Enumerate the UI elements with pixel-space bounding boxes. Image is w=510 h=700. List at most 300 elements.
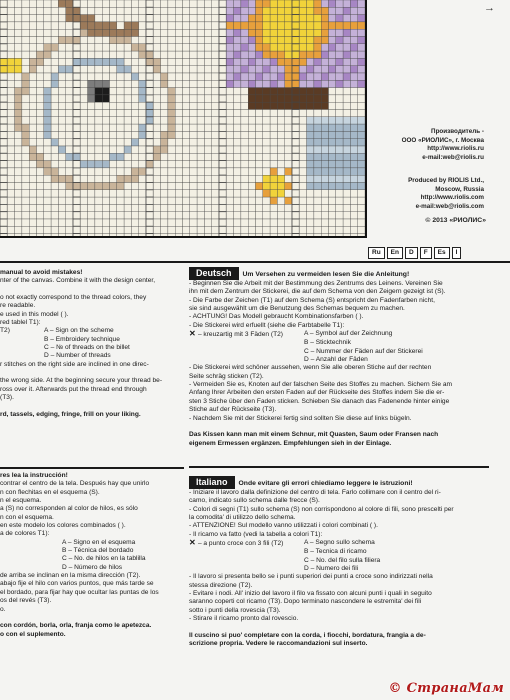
stitch-cell [358, 51, 365, 58]
stitch-cell [0, 66, 7, 73]
stitch-cell [51, 197, 58, 204]
stitch-cell [190, 153, 197, 160]
stitch-cell [263, 0, 270, 7]
stitch-cell [226, 66, 233, 73]
stitch-cell [248, 15, 255, 22]
stitch-cell [299, 110, 306, 117]
stitch-cell [270, 37, 277, 44]
stitch-cell [204, 124, 211, 131]
stitch-cell [292, 29, 299, 36]
stitch-cell [7, 15, 14, 22]
stitch-cell [292, 22, 299, 29]
stitch-cell [161, 219, 168, 226]
stitch-cell [350, 95, 357, 102]
stitch-cell [299, 219, 306, 226]
stitch-cell [29, 44, 36, 51]
stitch-cell [131, 183, 138, 190]
stitch-cell [22, 153, 29, 160]
stitch-cell [343, 168, 350, 175]
stitch-cell [29, 117, 36, 124]
stitch-cell [102, 117, 109, 124]
stitch-cell [256, 73, 263, 80]
stitch-cell [44, 212, 51, 219]
stitch-cell [226, 124, 233, 131]
stitch-cell [153, 212, 160, 219]
stitch-cell [197, 190, 204, 197]
text-line: re readable. [0, 302, 36, 310]
stitch-cell [168, 29, 175, 36]
stitch-cell [314, 58, 321, 65]
legend-key [189, 539, 304, 548]
stitch-cell [58, 73, 65, 80]
stitch-cell [204, 37, 211, 44]
stitch-cell [15, 66, 22, 73]
stitch-cell [95, 44, 102, 51]
stitch-cell [37, 168, 44, 175]
stitch-cell [190, 146, 197, 153]
stitch-cell [270, 110, 277, 117]
stitch-cell [270, 183, 277, 190]
stitch-cell [270, 0, 277, 7]
stitch-cell [285, 95, 292, 102]
stitch-cell [110, 226, 117, 233]
stitch-cell [226, 80, 233, 87]
stitch-cell [22, 29, 29, 36]
stitch-cell [197, 124, 204, 131]
stitch-cell [58, 44, 65, 51]
stitch-cell [29, 15, 36, 22]
stitch-cell [197, 131, 204, 138]
stitch-cell [270, 51, 277, 58]
stitch-cell [299, 29, 306, 36]
stitch-cell [197, 161, 204, 168]
stitch-cell [51, 190, 58, 197]
stitch-cell [44, 226, 51, 233]
language-tab: En [387, 247, 403, 259]
stitch-cell [183, 58, 190, 65]
stitch-cell [307, 131, 314, 138]
stitch-cell [110, 175, 117, 182]
stitch-cell [0, 139, 7, 146]
stitch-cell [350, 131, 357, 138]
stitch-cell [358, 7, 365, 14]
stitch-cell [7, 51, 14, 58]
stitch-cell [241, 226, 248, 233]
stitch-cell [73, 131, 80, 138]
stitch-cell [358, 0, 365, 7]
stitch-cell [241, 161, 248, 168]
stitch-cell [263, 44, 270, 51]
stitch-cell [29, 219, 36, 226]
stitch-cell [292, 153, 299, 160]
stitch-cell [212, 29, 219, 36]
stitch-cell [168, 66, 175, 73]
stitch-cell [58, 219, 65, 226]
stitch-cell [0, 117, 7, 124]
stitch-cell [263, 88, 270, 95]
stitch-cell [307, 226, 314, 233]
stitch-cell [314, 44, 321, 51]
stitch-cell [102, 110, 109, 117]
stitch-cell [197, 51, 204, 58]
stitch-cell [168, 190, 175, 197]
stitch-cell [350, 219, 357, 226]
page-corner-arrow: → [484, 2, 495, 14]
stitch-cell [343, 95, 350, 102]
stitch-cell [190, 22, 197, 29]
stitch-cell [329, 29, 336, 36]
stitch-cell [329, 51, 336, 58]
text-line: the wrong side. At the beginning secure your thread be- [0, 377, 163, 385]
stitch-cell [307, 73, 314, 80]
stitch-cell [7, 190, 14, 197]
stitch-cell [336, 197, 343, 204]
stitch-cell [183, 22, 190, 29]
legend-technique: – kreuzartig mit 3 Fäden (T2) [197, 331, 283, 339]
stitch-cell [73, 37, 80, 44]
stitch-cell [44, 168, 51, 175]
stitch-cell [248, 37, 255, 44]
stitch-cell [44, 29, 51, 36]
stitch-cell [343, 197, 350, 204]
stitch-cell [15, 110, 22, 117]
stitch-cell [350, 168, 357, 175]
german-subheader: Um Versehen zu vermeiden lesen Sie die Anleitung! [242, 271, 410, 278]
stitch-cell [95, 7, 102, 14]
stitch-cell [110, 110, 117, 117]
stitch-cell [183, 66, 190, 73]
stitch-cell [219, 153, 226, 160]
stitch-cell [37, 37, 44, 44]
stitch-cell [15, 161, 22, 168]
stitch-cell [350, 80, 357, 87]
italian-header: Italiano [189, 476, 235, 489]
stitch-cell [336, 22, 343, 29]
stitch-cell [153, 44, 160, 51]
stitch-cell [95, 175, 102, 182]
stitch-cell [204, 80, 211, 87]
stitch-cell [183, 29, 190, 36]
stitch-cell [175, 124, 182, 131]
stitch-cell [350, 197, 357, 204]
stitch-cell [131, 161, 138, 168]
stitch-cell [314, 80, 321, 87]
stitch-cell [336, 117, 343, 124]
stitch-cell [197, 204, 204, 211]
stitch-cell [15, 0, 22, 7]
stitch-cell [88, 168, 95, 175]
stitch-cell [15, 124, 22, 131]
stitch-cell [7, 7, 14, 14]
stitch-cell [73, 146, 80, 153]
stitch-cell [117, 190, 124, 197]
text-line: sten 3 Stiche über den Faden sticken. Schieben Sie danach das Fadenende hinter einige [189, 397, 450, 405]
stitch-cell [7, 102, 14, 109]
stitch-cell [37, 80, 44, 87]
stitch-cell [219, 226, 226, 233]
stitch-cell [22, 117, 29, 124]
stitch-cell [51, 204, 58, 211]
stitch-cell [66, 110, 73, 117]
stitch-cell [183, 124, 190, 131]
stitch-cell [146, 204, 153, 211]
publisher-line: ООО «РИОЛИС», г. Москва [401, 136, 484, 144]
stitch-cell [285, 110, 292, 117]
stitch-cell [212, 117, 219, 124]
stitch-cell [44, 51, 51, 58]
stitch-cell [37, 51, 44, 58]
stitch-cell [285, 66, 292, 73]
stitch-cell [343, 226, 350, 233]
stitch-cell [314, 66, 321, 73]
stitch-cell [37, 153, 44, 160]
stitch-cell [80, 131, 87, 138]
stitch-cell [190, 226, 197, 233]
stitch-cell [66, 146, 73, 153]
stitch-cell [197, 29, 204, 36]
stitch-cell [131, 139, 138, 146]
stitch-cell [117, 102, 124, 109]
stitch-cell [139, 226, 146, 233]
chart-border-right [365, 0, 367, 238]
stitch-cell [124, 15, 131, 22]
stitch-cell [212, 73, 219, 80]
stitch-cell [358, 197, 365, 204]
stitch-cell [270, 153, 277, 160]
stitch-cell [226, 58, 233, 65]
publisher-info-ru [402, 128, 484, 162]
stitch-cell [153, 161, 160, 168]
stitch-cell [117, 110, 124, 117]
stitch-cell [88, 58, 95, 65]
stitch-cell [124, 146, 131, 153]
stitch-cell [248, 197, 255, 204]
stitch-cell [15, 212, 22, 219]
stitch-cell [73, 197, 80, 204]
stitch-cell [95, 51, 102, 58]
stitch-cell [29, 197, 36, 204]
stitch-cell [7, 175, 14, 182]
stitch-cell [131, 15, 138, 22]
stitch-cell [37, 95, 44, 102]
stitch-cell [358, 88, 365, 95]
stitch-cell [343, 66, 350, 73]
stitch-cell [314, 161, 321, 168]
stitch-cell [219, 161, 226, 168]
text-line: o. [0, 605, 6, 613]
stitch-cell [336, 58, 343, 65]
italian-subheader: Onde evitare gli errori chiediamo leggere le istruzioni! [238, 480, 413, 487]
stitch-cell [66, 153, 73, 160]
stitch-cell [0, 110, 7, 117]
stitch-cell [212, 197, 219, 204]
stitch-cell [226, 51, 233, 58]
stitch-cell [256, 0, 263, 7]
stitch-cell [343, 153, 350, 160]
stitch-cell [161, 66, 168, 73]
stitch-cell [270, 212, 277, 219]
stitch-cell [336, 161, 343, 168]
stitch-cell [95, 80, 102, 87]
stitch-cell [329, 190, 336, 197]
stitch-cell [197, 175, 204, 182]
stitch-cell [190, 66, 197, 73]
legend-value: B – Técnica del bordado [62, 547, 134, 555]
stitch-cell [183, 117, 190, 124]
stitch-cell [329, 212, 336, 219]
stitch-cell [44, 15, 51, 22]
stitch-cell [204, 168, 211, 175]
stitch-cell [153, 183, 160, 190]
stitch-cell [7, 161, 14, 168]
stitch-cell [292, 175, 299, 182]
stitch-cell [146, 190, 153, 197]
stitch-cell [277, 58, 284, 65]
stitch-cell [183, 7, 190, 14]
stitch-cell [73, 102, 80, 109]
stitch-cell [0, 73, 7, 80]
stitch-cell [0, 22, 7, 29]
stitch-cell [131, 29, 138, 36]
stitch-cell [37, 204, 44, 211]
stitch-cell [37, 29, 44, 36]
stitch-cell [22, 0, 29, 7]
german-instructions [189, 267, 489, 448]
stitch-cell [102, 153, 109, 160]
stitch-cell [88, 0, 95, 7]
stitch-cell [131, 0, 138, 7]
stitch-cell [146, 161, 153, 168]
stitch-cell [292, 102, 299, 109]
stitch-cell [277, 15, 284, 22]
text-line: scrizione propria. Vedere le raccomandazioni sul insertо. [189, 640, 368, 648]
stitch-cell [226, 7, 233, 14]
stitch-cell [314, 124, 321, 131]
stitch-cell [307, 58, 314, 65]
stitch-cell [321, 153, 328, 160]
stitch-cell [153, 139, 160, 146]
stitch-cell [212, 37, 219, 44]
text-line [0, 369, 180, 377]
stitch-cell [285, 0, 292, 7]
stitch-cell [102, 37, 109, 44]
stitch-cell [22, 66, 29, 73]
stitch-cell [102, 175, 109, 182]
stitch-cell [88, 15, 95, 22]
stitch-cell [219, 51, 226, 58]
stitch-cell [153, 80, 160, 87]
stitch-cell [336, 131, 343, 138]
stitch-cell [183, 197, 190, 204]
legend-row [0, 547, 180, 555]
stitch-cell [336, 175, 343, 182]
stitch-cell [37, 88, 44, 95]
stitch-cell [175, 183, 182, 190]
stitch-cell [7, 80, 14, 87]
stitch-cell [358, 37, 365, 44]
legend-value: C – No. de hilos en la tablilla [62, 555, 146, 563]
stitch-cell [168, 168, 175, 175]
stitch-cell [168, 51, 175, 58]
stitch-cell [124, 117, 131, 124]
stitch-cell [277, 161, 284, 168]
stitch-cell [248, 51, 255, 58]
stitch-cell [197, 219, 204, 226]
stitch-cell [153, 15, 160, 22]
stitch-cell [58, 66, 65, 73]
stitch-cell [0, 29, 7, 36]
stitch-cell [80, 197, 87, 204]
stitch-cell [336, 139, 343, 146]
stitch-cell [234, 168, 241, 175]
stitch-cell [241, 0, 248, 7]
stitch-cell [321, 88, 328, 95]
stitch-cell [314, 88, 321, 95]
stitch-cell [277, 80, 284, 87]
stitch-cell [270, 88, 277, 95]
stitch-cell [124, 226, 131, 233]
stitch-cell [248, 95, 255, 102]
stitch-cell [15, 80, 22, 87]
legend-row [0, 344, 180, 352]
stitch-cell [226, 29, 233, 36]
stitch-cell [336, 29, 343, 36]
stitch-cell [102, 146, 109, 153]
stitch-cell [102, 124, 109, 131]
stitch-cell [256, 124, 263, 131]
stitch-cell [226, 197, 233, 204]
stitch-cell [117, 124, 124, 131]
stitch-cell [263, 95, 270, 102]
text-line: res lea la instrucción! [0, 472, 68, 479]
stitch-cell [219, 29, 226, 36]
stitch-cell [234, 29, 241, 36]
stitch-cell [51, 124, 58, 131]
stitch-cell [168, 73, 175, 80]
legend-value: D – Numero dei fili [304, 565, 359, 573]
watermark: © СтранаМам [388, 681, 504, 696]
stitch-cell [336, 37, 343, 44]
stitch-cell [175, 51, 182, 58]
german-header: Deutsch [189, 267, 239, 280]
stitch-cell [336, 204, 343, 211]
text-line: o not exactly correspond to the thread colors, they [0, 294, 147, 302]
stitch-cell [73, 44, 80, 51]
stitch-cell [307, 219, 314, 226]
stitch-cell [146, 212, 153, 219]
stitch-cell [321, 197, 328, 204]
stitch-cell [110, 7, 117, 14]
stitch-cell [190, 190, 197, 197]
stitch-cell [183, 161, 190, 168]
stitch-cell [161, 153, 168, 160]
stitch-cell [299, 22, 306, 29]
stitch-cell [146, 110, 153, 117]
stitch-cell [204, 197, 211, 204]
stitch-cell [307, 0, 314, 7]
stitch-cell [212, 212, 219, 219]
stitch-cell [219, 0, 226, 7]
cross-stitch-chart [0, 0, 367, 238]
text-line: - Colori di segni (T1) sullo schema (S) non corrispondono al colore di fili, sono prescelti per [189, 505, 454, 513]
stitch-cell [88, 73, 95, 80]
stitch-cell [51, 131, 58, 138]
stitch-cell [263, 110, 270, 117]
stitch-cell [329, 197, 336, 204]
stitch-cell [124, 66, 131, 73]
stitch-cell [131, 190, 138, 197]
stitch-cell [153, 131, 160, 138]
